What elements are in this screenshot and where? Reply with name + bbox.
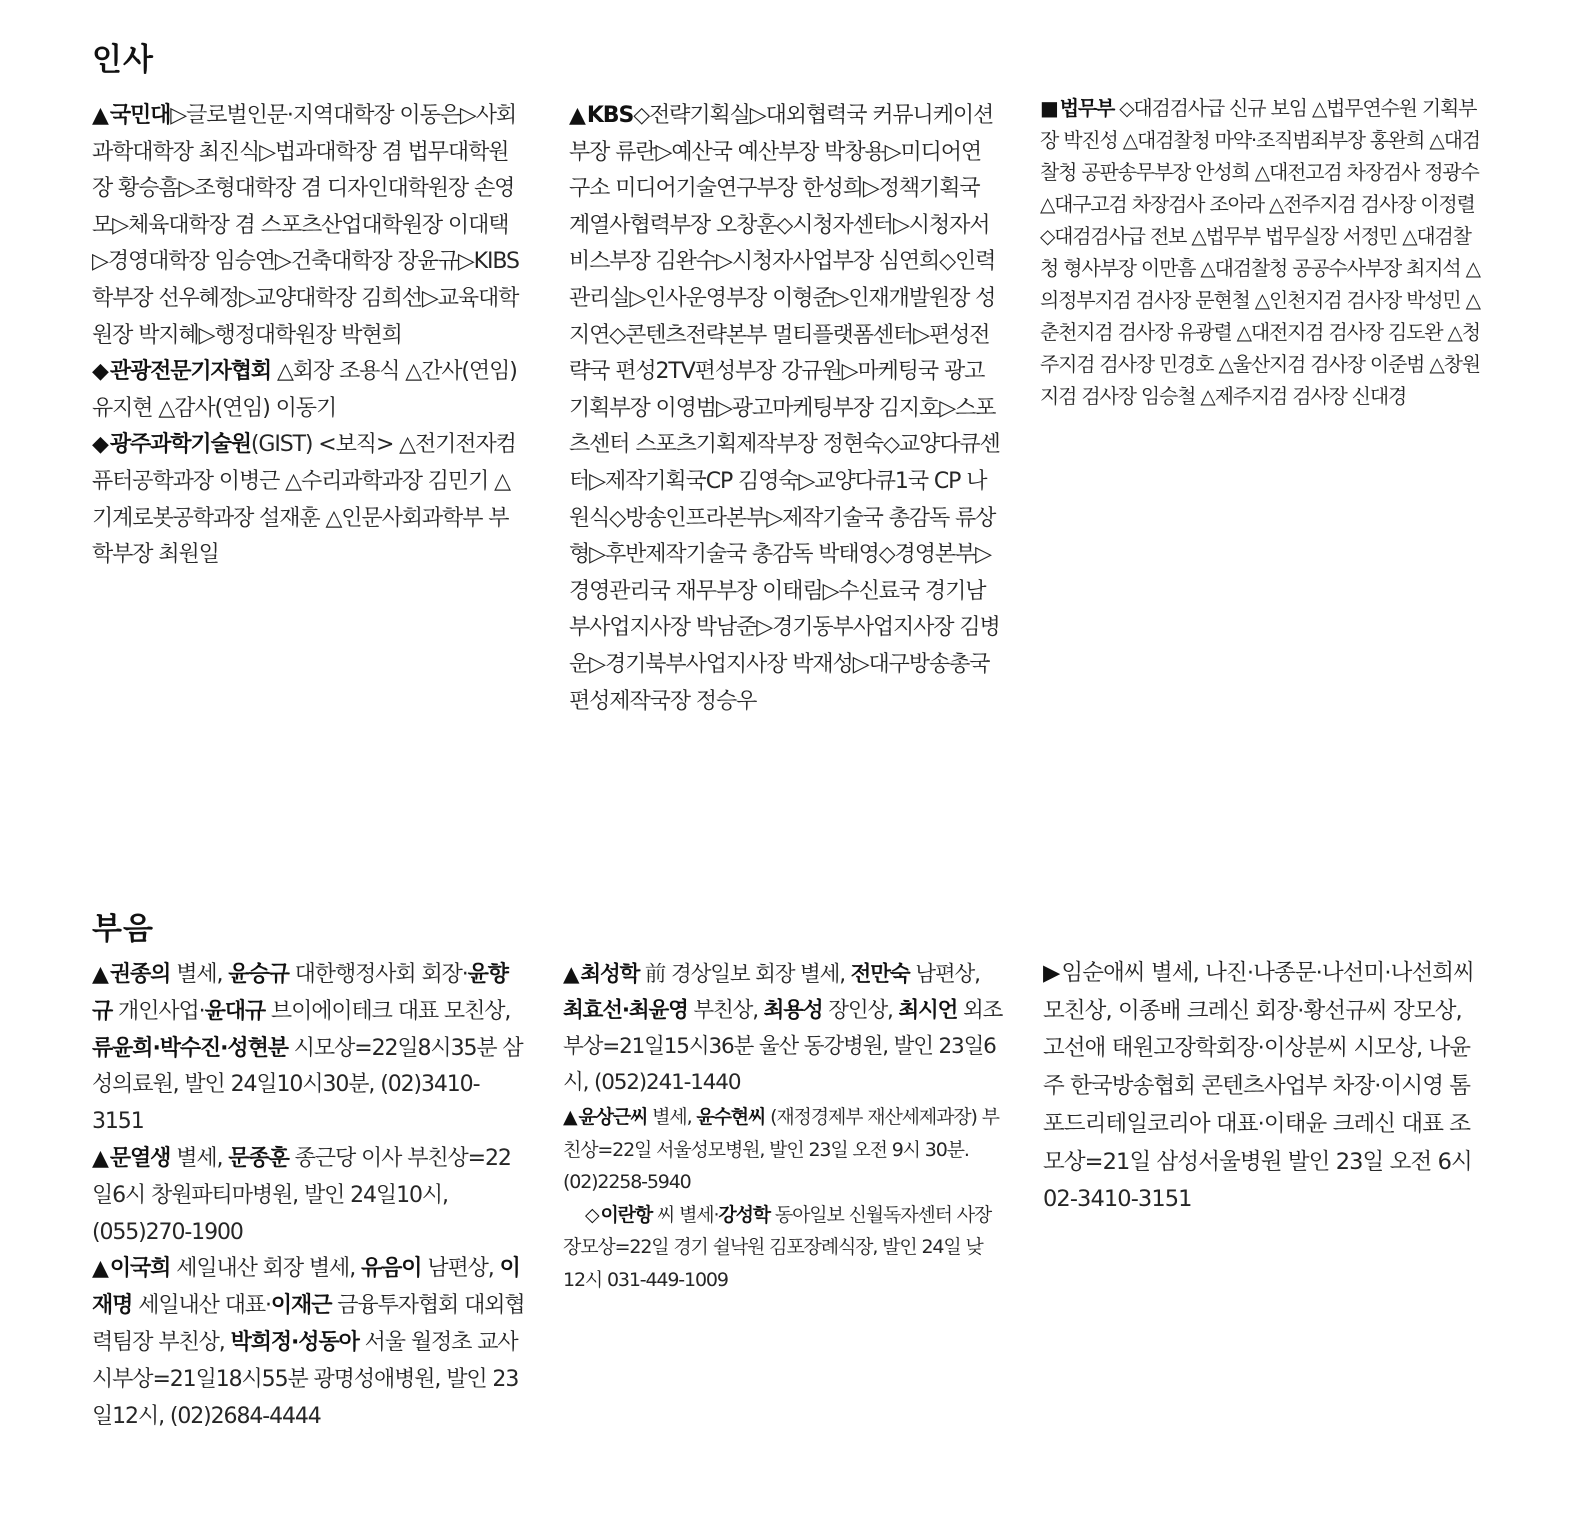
entry-text: 시모상=22일8시35분 삼성의료원, 발인 24일10시30분, (02)3410-3151 bbox=[92, 1035, 523, 1135]
family-name: 윤향규 bbox=[92, 962, 508, 1024]
bueum-column-2 bbox=[563, 957, 1003, 1296]
entry-text: (GIST) <보직> △전기전자컴퓨터공학과장 이병근 △수리과학과장 김민기 △기계로봇공학과장 설재훈 △인문사회과학부 부학부장 최원일 bbox=[92, 432, 516, 568]
insa-heading: 인사 bbox=[92, 42, 154, 78]
entry-text: 남편상, bbox=[909, 962, 980, 987]
entry-text: 세일내산 회장 별세, bbox=[170, 1256, 361, 1282]
family-name: 윤승규 bbox=[228, 962, 289, 987]
entry-text: 금융투자협회 대외협력팀장 부친상, bbox=[92, 1293, 525, 1355]
insa-entry-kbs bbox=[569, 98, 1001, 720]
bueum-column-3 bbox=[1043, 955, 1483, 1219]
entry-marker: ▲ bbox=[569, 103, 585, 128]
deceased-name: 권종의 bbox=[109, 962, 171, 987]
family-name: 최효선·최윤영 bbox=[563, 998, 688, 1023]
family-name: 윤대규 bbox=[204, 998, 266, 1024]
entry-text: 동아일보 신월독자센터 사장 장모상=22일 경기 쉴낙원 김포장례식장, 발인 24일 낮 12시 031-449-1009 bbox=[563, 1203, 992, 1291]
family-name: 강성학 bbox=[718, 1203, 770, 1226]
entry-marker: ▲ bbox=[92, 103, 108, 128]
deceased-name: 최성학 bbox=[580, 962, 640, 987]
insa-entry-kookmin bbox=[92, 98, 524, 354]
entry-text: 임순애씨 별세, 나진·나종문·나선미·나선희씨 모친상, 이종배 크레신 회장·황선규씨 장모상, 고선애 태원고장학회장·이상분씨 시모상, 나윤주 한국방송협회 콘텐츠사업부 차장·이시영 톰포드리테일코리아 대표·이태윤 크레신 대표 조모상=21일 삼성서울병원 발인 23일 오전 6시 02-3410-3151 bbox=[1043, 960, 1474, 1213]
entry-text: 前 경상일보 회장 별세, bbox=[639, 962, 851, 987]
org-name: 관광전문기자협회 bbox=[109, 359, 272, 385]
family-name: 문종훈 bbox=[228, 1145, 289, 1171]
bueum-entry bbox=[563, 1199, 1003, 1297]
entry-text: 남편상, bbox=[421, 1256, 500, 1282]
deceased-name: 윤상근씨 bbox=[578, 1106, 648, 1128]
entry-text: 개인사업· bbox=[112, 998, 205, 1024]
entry-marker: ▲ bbox=[92, 1145, 108, 1171]
insa-column-2 bbox=[569, 98, 1001, 720]
entry-text: △회장 조용식 △간사(연임) 유지현 △감사(연임) 이동기 bbox=[92, 359, 517, 421]
entry-marker: ◇ bbox=[585, 1203, 599, 1226]
family-name: 최용성 bbox=[763, 998, 823, 1023]
entry-text: 브이에이테크 대표 모친상, bbox=[265, 998, 511, 1024]
bueum-heading: 부음 bbox=[92, 911, 154, 947]
entry-marker: ▶ bbox=[1043, 960, 1060, 986]
org-name: KBS bbox=[586, 103, 634, 128]
entry-text: 서울 월정초 교사 시부상=21일18시55분 광명성애병원, 발인 23일12시, (02)2684-4444 bbox=[92, 1329, 519, 1429]
family-name: 전만숙 bbox=[850, 962, 910, 987]
entry-marker: ■ bbox=[1040, 96, 1058, 120]
entry-text: 별세, bbox=[647, 1106, 697, 1128]
entry-marker: ▲ bbox=[563, 1106, 577, 1128]
entry-marker: ◆ bbox=[92, 432, 108, 458]
org-name: 국민대 bbox=[109, 103, 171, 128]
insa-entry-justice-ministry bbox=[1040, 92, 1480, 412]
entry-text: 세일내산 대표· bbox=[132, 1293, 271, 1319]
entry-text: 별세, bbox=[170, 962, 229, 987]
entry-text: 별세, bbox=[170, 1145, 229, 1171]
entry-text: 종근당 이사 부친상=22일6시 창원파티마병원, 발인 24일10시, (055)270-1900 bbox=[92, 1145, 511, 1245]
family-name: 윤수현씨 bbox=[696, 1106, 766, 1128]
insa-column-3 bbox=[1040, 92, 1480, 412]
family-name: 이재근 bbox=[270, 1293, 332, 1319]
bueum-entry bbox=[92, 1141, 526, 1251]
org-name: 광주과학기술원 bbox=[109, 432, 251, 458]
family-name: 박희정·성동아 bbox=[230, 1329, 359, 1355]
bueum-entry bbox=[92, 957, 526, 1141]
org-name: 법무부 bbox=[1059, 96, 1115, 120]
family-name: 유음이 bbox=[360, 1256, 422, 1282]
entry-marker: ▲ bbox=[563, 962, 579, 987]
deceased-name: 이국희 bbox=[109, 1256, 171, 1282]
bueum-entry bbox=[1043, 955, 1483, 1219]
bueum-entry bbox=[92, 1251, 526, 1435]
family-name: 이재명 bbox=[92, 1256, 520, 1319]
entry-text: 부친상, bbox=[687, 998, 764, 1023]
entry-text: 장인상, bbox=[822, 998, 899, 1023]
family-name: 최시언 bbox=[898, 998, 958, 1023]
entry-text: (재정경제부 재산세제과장) 부친상=22일 서울성모병원, 발인 23일 오전 9시 30분. (02)2258-5940 bbox=[563, 1106, 999, 1193]
entry-text: ◇전략기획실▷대외협력국 커뮤니케이션부장 류란▷예산국 예산부장 박창용▷미디어연구소 미디어기술연구부장 한성희▷정책기획국 계열사협력부장 오창훈◇시청자센터▷시청자서비스부장 김완수▷시청자사업부장 심연희◇인력관리실▷인사운영부장 이형준▷인재개발원장 성지연◇콘텐츠전략본부 멀티플랫폼센터▷편성전략국 편성2TV편성부장 강규원▷마케팅국 광고기획부장 이영범▷광고마케팅부장 김지호▷스포츠센터 스포츠기획제작부장 정현숙◇교양다큐센터▷제작기획국CP 김영숙▷교양다큐1국 CP 나원식◇방송인프라본부▷제작기술국 총감독 류상형▷후반제작기술국 총감독 박태영◇경영본부▷경영관리국 재무부장 이태림▷수신료국 경기남부사업지사장 박남준▷경기동부사업지사장 김병운▷경기북부사업지사장 박재성▷대구방송총국 편성제작국장 정승우 bbox=[569, 103, 1000, 714]
entry-text: 대한행정사회 회장· bbox=[288, 962, 468, 987]
bueum-entry bbox=[563, 1101, 1003, 1199]
entry-marker: ▲ bbox=[92, 1256, 108, 1282]
entry-text: 외조부상=21일15시36분 울산 동강병원, 발인 23일6시, (052)241-1440 bbox=[563, 998, 1003, 1095]
bueum-column-1 bbox=[92, 957, 526, 1435]
entry-text: ▷글로벌인문·지역대학장 이동은▷사회과학대학장 최진식▷법과대학장 겸 법무대학원장 황승흠▷조형대학장 겸 디자인대학원장 손영모▷체육대학장 겸 스포츠산업대학원장 이대택▷경영대학장 임승연▷건축대학장 장윤규▷KIBS학부장 선우혜정▷교양대학장 김희선▷교육대학원장 박지혜▷행정대학원장 박현희 bbox=[92, 103, 519, 348]
deceased-name: 문열생 bbox=[109, 1145, 171, 1171]
entry-marker: ◆ bbox=[92, 359, 108, 385]
insa-entry-gist bbox=[92, 427, 524, 573]
family-name: 류윤희·박수진·성현분 bbox=[92, 1035, 288, 1061]
insa-entry-tourism-journalists bbox=[92, 354, 524, 427]
insa-column-1 bbox=[92, 98, 524, 574]
entry-text: 씨 별세· bbox=[652, 1203, 719, 1226]
entry-marker: ▲ bbox=[92, 962, 108, 987]
bueum-entry bbox=[563, 957, 1003, 1101]
deceased-name: 이란항 bbox=[600, 1203, 653, 1226]
entry-text: ◇대검검사급 신규 보임 △법무연수원 기획부장 박진성 △대검찰청 마약·조직범죄부장 홍완희 △대검찰청 공판송무부장 안성희 △대전고검 차장검사 정광수 △대구고검 차장검사 조아라 △전주지검 검사장 이정렬 ◇대검검사급 전보 △법무부 법무실장 서정민 △대검찰청 형사부장 이만흠 △대검찰청 공공수사부장 최지석 △의정부지검 검사장 문현철 △인천지검 검사장 박성민 △춘천지검 검사장 유광렬 △대전지검 검사장 김도완 △청주지검 검사장 민경호 △울산지검 검사장 이준범 △창원지검 검사장 임승철 △제주지검 검사장 신대경 bbox=[1040, 96, 1480, 408]
